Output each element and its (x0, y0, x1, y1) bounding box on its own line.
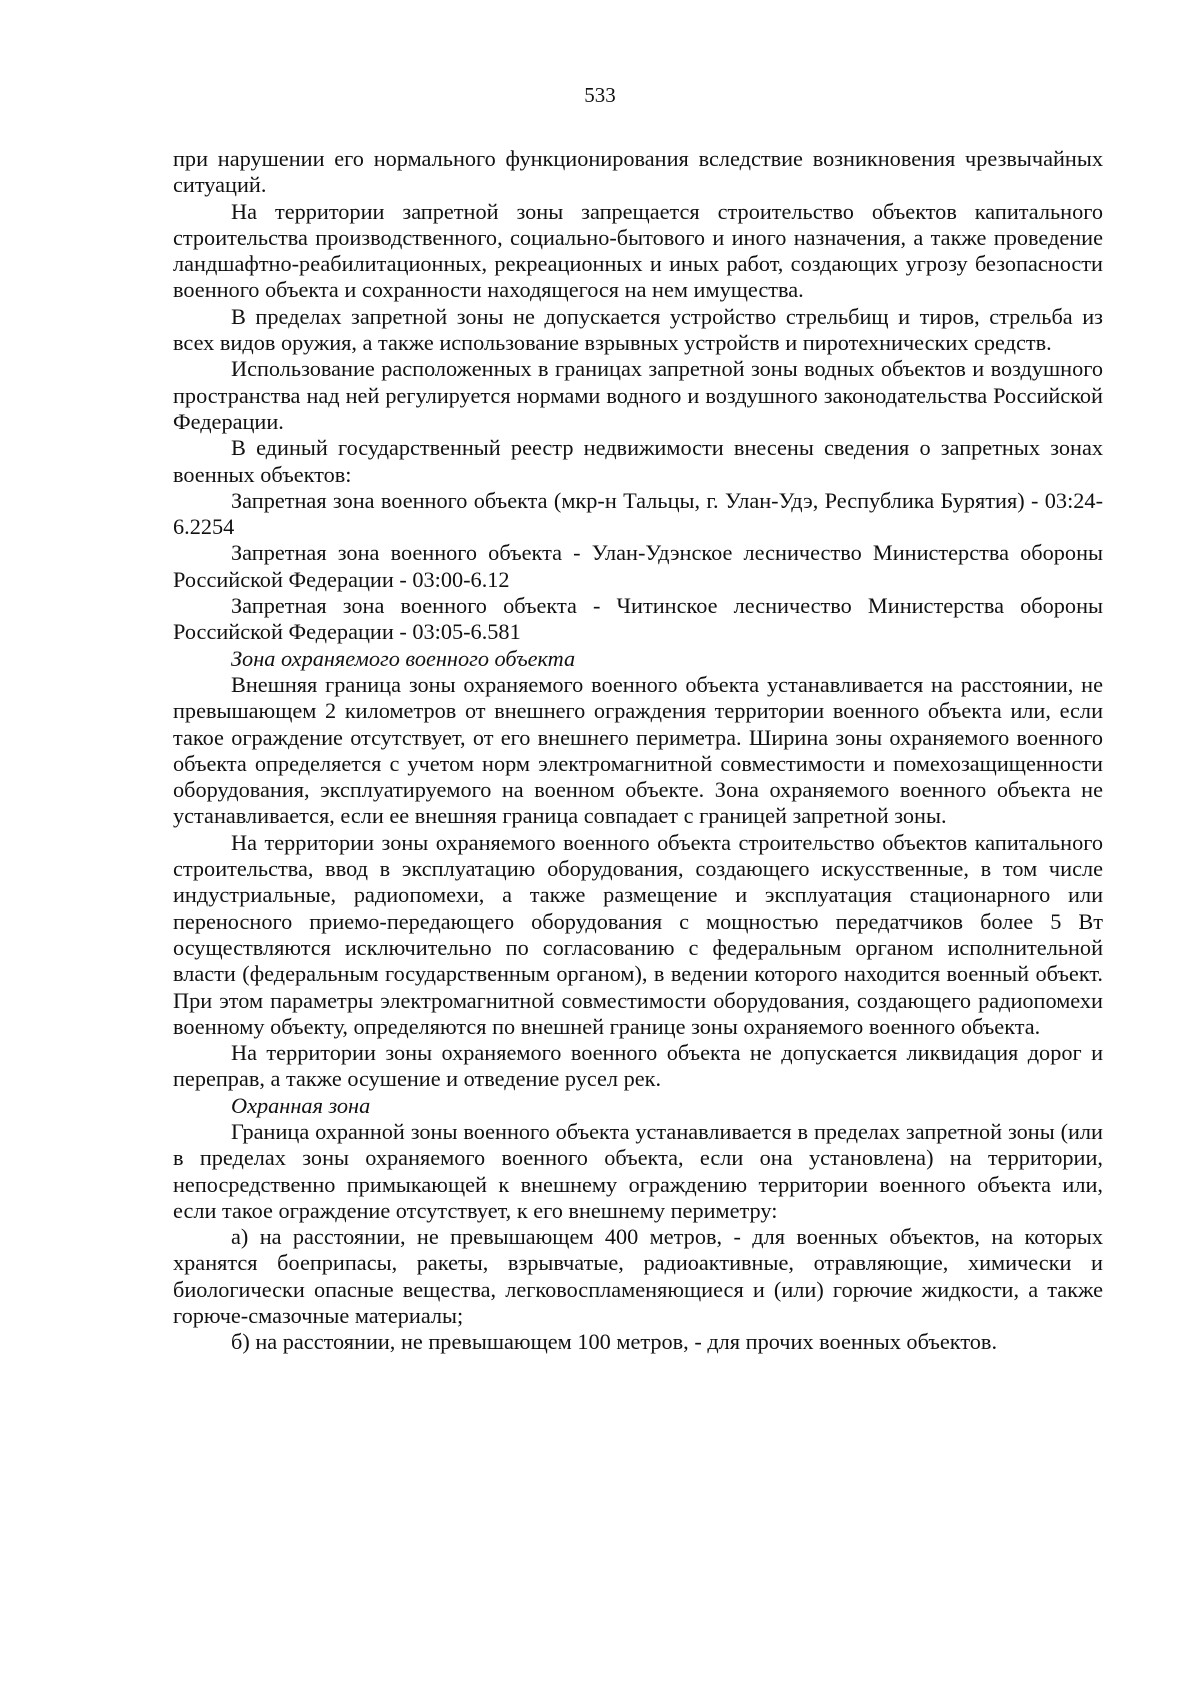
paragraph-roads-crossings: На территории зоны охраняемого военного объекта не допускается ликвидация дорог и переправ, а также осушение и отведение русел рек. (173, 1040, 1103, 1092)
section-heading-protected-zone: Зона охраняемого военного объекта (231, 645, 576, 671)
page-number: 533 (584, 83, 616, 107)
registry-entry-taltsy: Запретная зона военного объекта (мкр-н Тальцы, г. Улан-Удэ, Республика Бурятия) - 03:24-6.2254 (173, 487, 1103, 540)
paragraph-protected-zone-construction: На территории зоны охраняемого военного объекта строительство объектов капитального строительства, ввод в эксплуатацию оборудования, создающего искусственные, в том числе индустриальные, радиопомехи, а также размещение и эксплуатация стационарного или переносного приемо-передающего оборудования с мощностью передатчиков более 5 Вт осуществляются исключительно по согласованию с федеральным органом исполнительной власти (федеральным государственным органом), в ведении которого находится военный объект. При этом параметры электромагнитной совместимости оборудования, создающего радиопомехи военному объекту, определяются по внешней границе зоны охраняемого военного объекта. (173, 829, 1103, 1039)
paragraph-registry: В единый государственный реестр недвижимости внесены сведения о запретных зонах военных объектов: (173, 435, 1103, 487)
paragraph-water-airspace: Использование расположенных в границах запретной зоны водных объектов и воздушного пространства над ней регулируется нормами водного и воздушного законодательства Российской Федерации. (173, 356, 1103, 434)
document-body (173, 146, 1103, 1356)
registry-entry-ulan-ude-forestry: Запретная зона военного объекта - Улан-Удэнское лесничество Министерства обороны Российской Федерации - 03:00-6.12 (173, 540, 1103, 592)
section-heading-security-zone: Охранная зона (231, 1092, 371, 1118)
paragraph-construction-ban: На территории запретной зоны запрещается строительство объектов капитального строительства производственного, социально-бытового и иного назначения, а также проведение ландшафтно-реабилитационных, рекреационных и иных работ, создающих угрозу безопасности военного объекта и сохранности находящегося на нем имущества. (173, 198, 1103, 303)
paragraph-continuation: при нарушении его нормального функционирования вследствие возникновения чрезвычайных ситуаций. (173, 146, 1103, 198)
registry-entry-chita-forestry: Запретная зона военного объекта - Читинское лесничество Министерства обороны Российской Федерации - 03:05-6.581 (173, 593, 1103, 645)
paragraph-protected-zone-boundary: Внешняя граница зоны охраняемого военного объекта устанавливается на расстоянии, не превышающем 2 километров от внешнего ограждения территории военного объекта или, если такое ограждение отсутствует, от его внешнего периметра. Ширина зоны охраняемого военного объекта определяется с учетом норм электромагнитной совместимости и помехозащищенности оборудования, эксплуатируемого на военном объекте. Зона охраняемого военного объекта не устанавливается, если ее внешняя граница совпадает с границей запретной зоны. (173, 671, 1103, 829)
paragraph-security-zone-boundary: Граница охранной зоны военного объекта устанавливается в пределах запретной зоны (или в пределах зоны охраняемого военного объекта, если она установлена) на территории, непосредственно примыкающей к внешнему ограждению территории военного объекта или, если такое ограждение отсутствует, к его внешнему периметру: (173, 1118, 1103, 1223)
paragraph-shooting-ban: В пределах запретной зоны не допускается устройство стрельбищ и тиров, стрельба из всех видов оружия, а также использование взрывных устройств и пиротехнических средств. (173, 303, 1103, 356)
list-item-a: а) на расстоянии, не превышающем 400 метров, - для военных объектов, на которых хранятся боеприпасы, ракеты, взрывчатые, радиоактивные, отравляющие, химически и биологически опасные вещества, легковоспламеняющиеся и (или) горючие жидкости, а также горюче-смазочные материалы; (173, 1224, 1103, 1329)
list-item-b: б) на расстоянии, не превышающем 100 метров, - для прочих военных объектов. (231, 1329, 998, 1355)
